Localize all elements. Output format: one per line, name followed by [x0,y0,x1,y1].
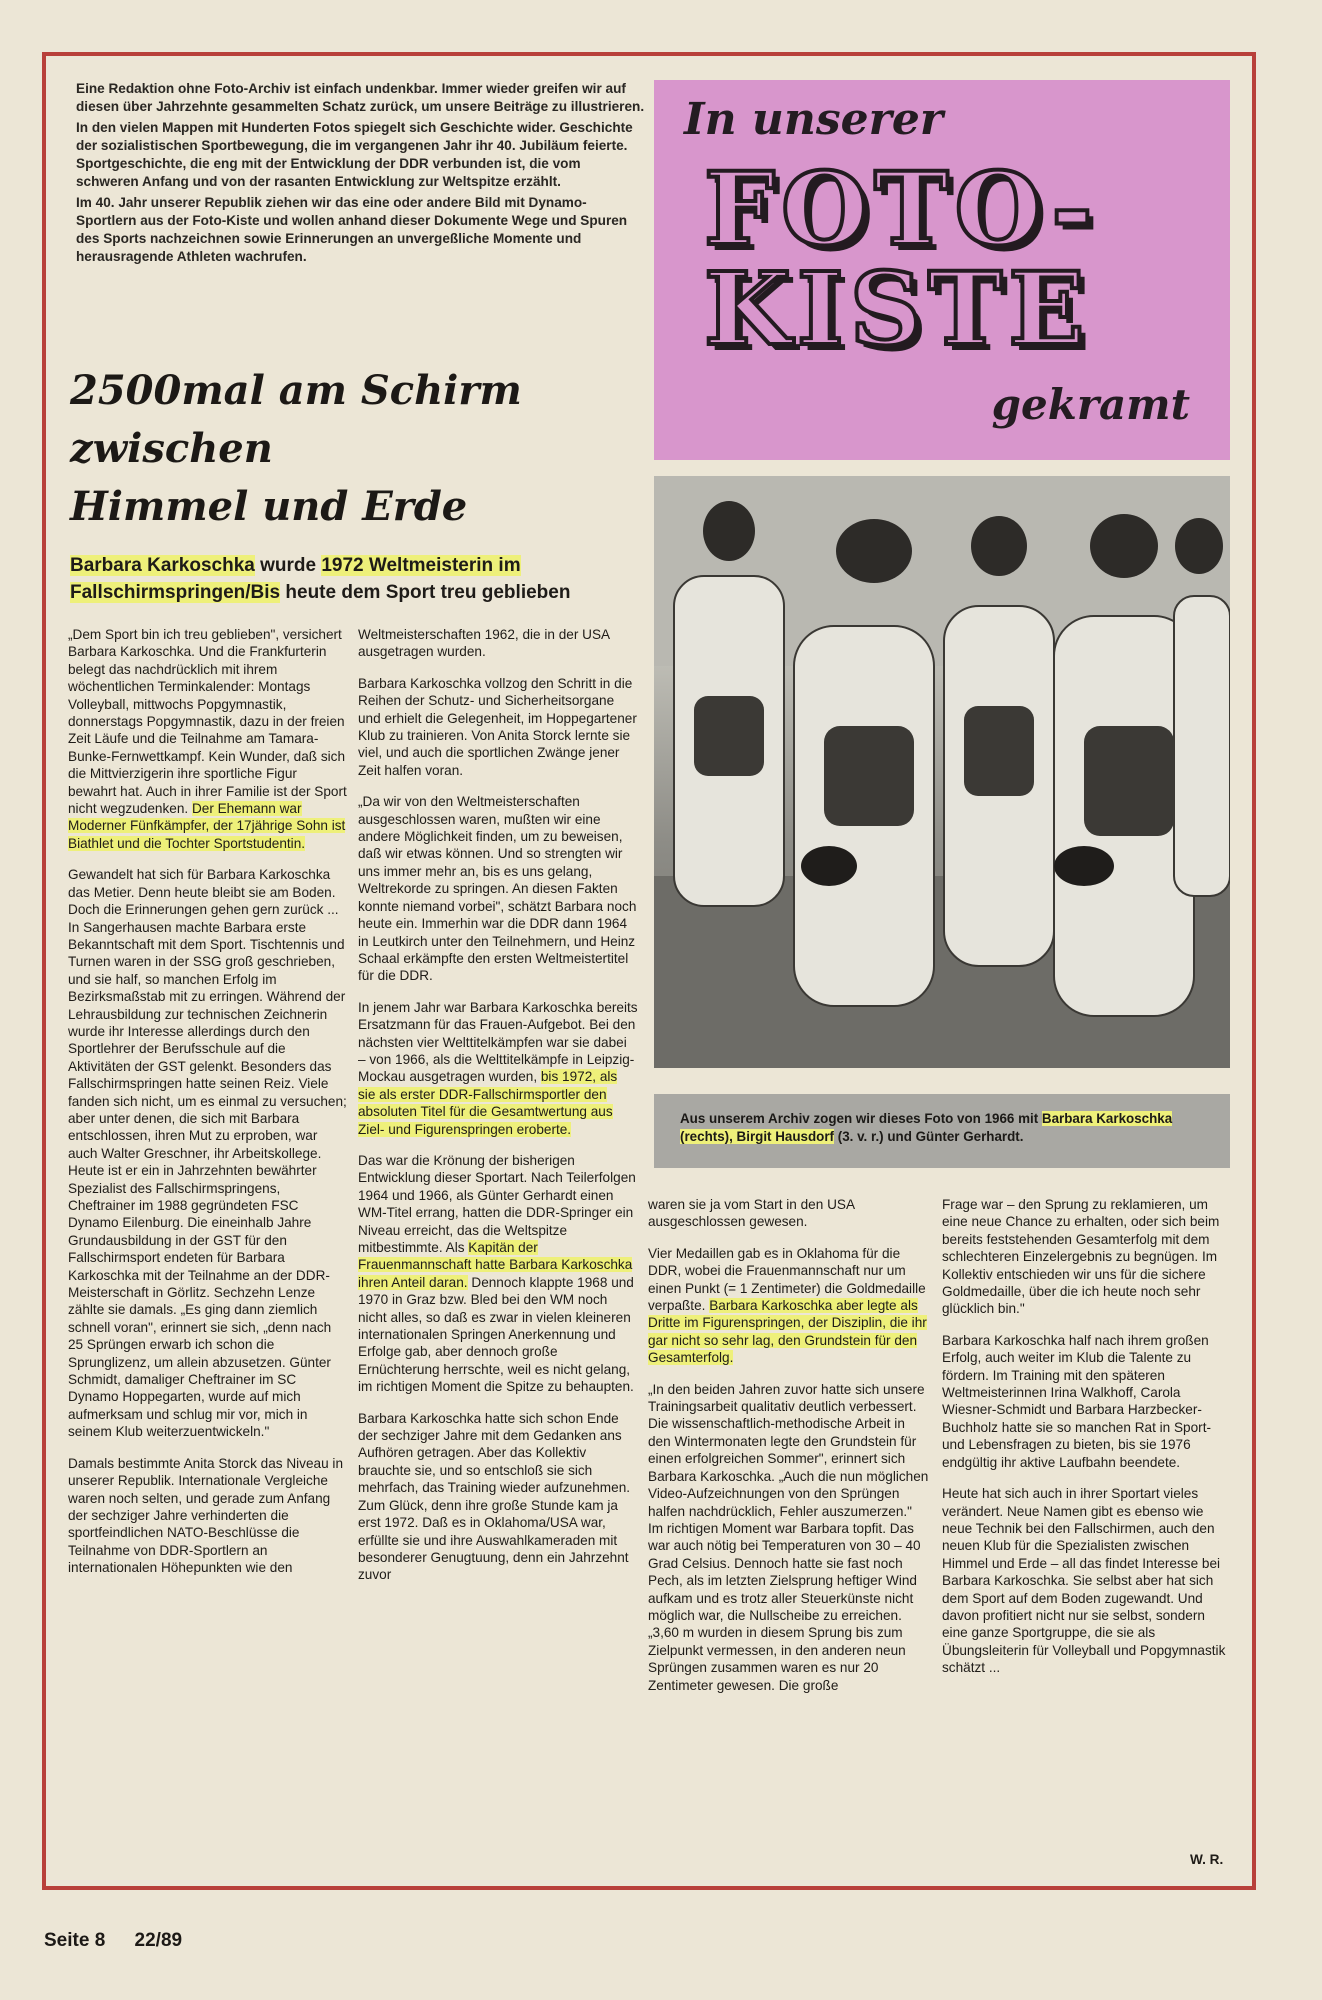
page-footer [44,1930,206,1952]
caption-text: (3. v. r.) und Günter Gerhardt. [834,1129,1024,1144]
promo-foto: FOTO- [704,150,1099,268]
article-column-1 [68,626,348,1591]
intro-paragraph: In den vielen Mappen mit Hunderten Fotos spiegelt sich Geschichte wider. Geschichte der sozialistischen Sportbewegung, die im vergangenen Jahr ihr 40. Jubiläum feierte. Sportgeschichte, die eng mit der Entwicklung der DDR verbunden ist, die vom schweren Anfang und von der rasanten Entwicklung zur Weltspitze erzählt. [76,120,633,189]
paragraph-text: Das war die Krönung der bisherigen Entwicklung dieser Sportart. Nach Teilerfolgen 1964 und 1966, als Günter Gerhardt einen WM-Titel errang, hatten die DDR-Springer ein Niveau erreicht, das die Weltspitze mitbestimmte. Als [358,1152,636,1255]
article-column-2 [358,626,638,1598]
paragraph-text: Vier Medaillen gab es in Oklahoma für die DDR, wobei die Frauenmannschaft nur um einen Punkt (= 1 Zentimeter) die Goldmedaille verpaßte. [648,1245,926,1314]
headline-line-3: Himmel und Erde [70,483,468,530]
headline-line-2: zwischen [70,425,273,472]
paragraph-text: „Dem Sport bin ich treu geblieben", versichert Barbara Karkoschka. Und die Frankfurterin belegt das nachdrücklich mit ihrem wöchentlichen Terminkalender: Montags Volleyball, mittwochs Popgymnastik, donnerstags Popgymnastik, dazu in der freien Zeit Läufe und die Teilnahme am Tamara-Bunke-Fernwettkampf. Kein Wunder, daß sich die Mittvierzigerin ihre sportliche Figur bewahrt hat. Auch in ihrer Familie ist der Sport nicht wegzudenken. [68,627,347,817]
promo-line-1: In unserer [684,94,943,145]
highlighted-text: Barbara Karkoschka aber legte als Dritte im Figurenspringen, der Disziplin, die ihr gar nicht so sehr lag, den Grundstein für den Gesamterfolg. [648,1298,927,1366]
intro-text [76,80,646,269]
subhead-highlight: 1972 Weltmeisterin im Fallschirmspringen/Bis [70,555,521,603]
paragraph: „Da wir von den Weltmeisterschaften ausgeschlossen waren, mußten wir eine andere Möglichkeit finden, um zu beweisen, daß wir etwas können. Und so strengten wir uns immer mehr an, bis es uns gelang, Weltrekorde zu springen. An diesen Fakten konnte niemand vorbei", schätzt Barbara noch heute ein. Immerhin war die DDR dann 1964 in Leutkirch unter den Teilnehmern, und Heinz Schaal erkämpfte den ersten Weltmeistertitel für die DDR. [358,794,637,984]
paragraph: Barbara Karkoschka hatte sich schon Ende der sechziger Jahre mit dem Gedanken ans Aufhören getragen. Aber das Kollektiv brauchte sie, und so entschloß sie sich mehrfach, das Training wieder aufzunehmen. Zum Glück, denn ihre große Stunde kam ja erst 1972. Daß es in Oklahoma/USA war, erfüllte sie und ihre Auswahlkameraden mit besonderer Genugtuung, denn ein Jahrzehnt zuvor [358,1410,631,1583]
paragraph: Barbara Karkoschka half nach ihrem großen Erfolg, auch weiter im Klub die Talente zu fördern. Im Training mit den späteren Weltmeisterinnen Irina Walkhoff, Carola Wiesner-Schmidt und Barbara Harzbecker-Buchholz hatte sie so manchen Rat in Sport- und Lebensfragen zu bieten, bis sie 1976 endgültig ihr aktive Laufbahn beendete. [942,1332,1212,1470]
photo-caption [654,1094,1230,1168]
paragraph: Gewandelt hat sich für Barbara Karkoschka das Metier. Denn heute bleibt sie am Boden. Doch die Erinnerungen gehen gern zurück ... In Sangerhausen machte Barbara erste Bekanntschaft mit dem Sport. Tischtennis und Turnen waren in der SSG groß geschrieben, und sie half, so manchen Erfolg im Bezirksmaßstab mit zu erringen. Während der Lehrausbildung zur technischen Zeichnerin wurde ihr Interesse allerdings durch den Sportlehrer der Berufsschule auf die Aktivitäten der GST gelenkt. Besonders das Fallschirmspringen hatte seinen Reiz. Viele fanden sich nicht, um es einmal zu versuchen; aber unter denen, die sich mit Barbara entschlossen, ihren Mut zu erproben, war auch Walter Greschner, ihr Arbeitskollege. Heute ist er ein in Jahrzehnten bewährter Spezialist des Fallschirmspringens, Cheftrainer im 1988 gegründeten FSC Dynamo Eilenburg. Die eineinhalb Jahre Grundausbildung in der GST für den Fallschirmsport endeten für Barbara Karkoschka mit der Teilnahme an der DDR-Meisterschaft in Görlitz. Sechzehn Lenze zählte sie damals. „Es ging dann ziemlich schnell voran", erinnert sie sich, „denn nach 25 Sprüngen erwarb ich schon die Sprunglizenz, um allein abzusetzen. Günter Schmidt, damaliger Cheftrainer im SC Dynamo Hoppegarten, wurde auf mich aufmerksam und schlug mir vor, mich in seinem Klub weiterzuentwickeln." [68,867,347,1440]
paragraph: Weltmeisterschaften 1962, die in der USA ausgetragen wurden. [358,627,610,660]
caption-text: Aus unserem Archiv zogen wir dieses Foto von 1966 mit [680,1111,1042,1126]
headline-line-1: 2500mal am Schirm [70,367,522,414]
caption-highlight: Barbara Karkoschka (rechts), Birgit Hausdorf [680,1111,1173,1144]
highlighted-text: bis 1972, als sie als erster DDR-Fallschirmsportler den absoluten Titel für die Gesamtwertung aus Ziel- und Figurenspringen eroberte. [358,1069,618,1137]
article-headline [70,362,630,536]
paragraph [648,1245,930,1367]
paragraph: Heute hat sich auch in ihrer Sportart vieles verändert. Neue Namen gibt es ebenso wie neue Technik bei den Fallschirmen, auch den neuen Klub für die Spezialisten zwischen Himmel und Erde – all das findet Interesse bei Barbara Karkoschka. Sie selbst aber hat sich dem Sport auf dem Boden zugewandt. Und davon profitiert nicht nur sie selbst, sondern eine ganze Sportgruppe, die sie als Übungsleiterin für Volleyball und Popgymnastik schätzt ... [942,1486,1226,1676]
paragraph: Damals bestimmte Anita Storck das Niveau in unserer Republik. Internationale Vergleiche waren noch selten, und gerade zum Anfang der sechziger Jahre verhinderten die sportfeindlichen NATO-Beschlüsse die Teilnahme von DDR-Sportlern an internationalen Höhepunkten wie den [68,1455,344,1576]
paragraph [358,1152,638,1396]
subhead-text: wurde [254,555,322,576]
article-subheadline [70,552,630,606]
paragraph [68,626,348,852]
paragraph-text: In jenem Jahr war Barbara Karkoschka bereits Ersatzmann für das Frauen-Aufgebot. Bei den nächsten vier Welttitelkämpfen war sie dabei – von 1966, als die Welttitelkämpfe in Leipzig-Mockau ausgetragen wurden, [358,999,638,1085]
paragraph-text: Dennoch klappte 1968 und 1970 in Graz bzw. Bled bei den WM noch nicht alles, so daß es zwar in vielen kleineren internationalen Springen Anerkennung und Erfolge gab, aber dennoch große Ernüchterung herrschte, weil es nicht gelang, im richtigen Moment die Spitze zu behaupten. [358,1274,634,1395]
author-signature: W. R. [1190,1852,1224,1867]
fotokiste-promo-box [654,80,1230,460]
highlighted-text: Der Ehemann war Moderner Fünfkämpfer, der 17jährige Sohn ist Biathlet und die Tochter Sportstudentin. [68,801,346,851]
parachutists-photo-illustration [654,476,1230,1068]
article-column-4 [942,1196,1232,1691]
paragraph [358,999,638,1138]
subhead-text: heute dem Sport treu geblieben [280,582,571,603]
page-number: Seite 8 [44,1930,106,1951]
subhead-highlight: Barbara Karkoschka [70,555,255,576]
paragraph: Frage war – den Sprung zu reklamieren, um eine neue Chance zu erhalten, oder sich beim bereits feststehenden Gesamterfolg mit dem schlechteren Einzelergebnis zu begnügen. Im Kollektiv entschieden wir uns für die sichere Goldmedaille, über die ich heute noch sehr glücklich bin." [942,1197,1220,1317]
promo-kiste: KISTE [704,250,1091,368]
archive-photo [654,476,1230,1068]
issue-number: 22/89 [134,1930,183,1951]
paragraph: waren sie ja vom Start in den USA ausgeschlossen gewesen. [648,1197,855,1230]
highlighted-text: Kapitän der Frauenmannschaft hatte Barbara Karkoschka ihren Anteil daran. [358,1240,633,1290]
paragraph: „In den beiden Jahren zuvor hatte sich unsere Trainingsarbeit qualitativ deutlich verbessert. Die wissenschaftlich-methodische Arbeit in den Wintermonaten legte den Grundstein für einen erfolgreichen Sommer", erinnert sich Barbara Karkoschka. „Auch die nun möglichen Video-Aufzeichnungen von den Sprüngen halfen nachdrücklich, Fehler auszumerzen." Im richtigen Moment war Barbara topfit. Das war auch nötig bei Temperaturen von 30 – 40 Grad Celsius. Dennoch hatte sie fast noch Pech, als im letzten Zielsprung heftiger Wind aufkam und es trotz aller Steuerkünste nicht möglich war, die Nullscheibe zu erreichen. „3,60 m wurden in diesem Sprung bis zum Zielpunkt vermessen, in den anderen neun Sprüngen zusammen waren es nur 20 Zentimeter gewesen. Die große [648,1381,929,1693]
paragraph: Barbara Karkoschka vollzog den Schritt in die Reihen der Schutz- und Sicherheitsorgane und erhielt die Gelegenheit, im Hoppegartener Klub zu trainieren. Von Anita Storck lernte sie viel, und auch die sportlichen Zwänge jener Zeit halfen voran. [358,675,637,778]
article-column-3 [648,1196,930,1708]
promo-line-4: gekramt [991,380,1190,429]
intro-paragraph: Eine Redaktion ohne Foto-Archiv ist einfach undenkbar. Immer wieder greifen wir auf diesen über Jahrzehnte gesammelten Schatz zurück, um unsere Beiträge zu illustrieren. [76,81,645,114]
intro-paragraph: Im 40. Jahr unserer Republik ziehen wir das eine oder andere Bild mit Dynamo-Sportlern aus der Foto-Kiste und wollen anhand dieser Dokumente Wege und Spuren des Sports nachzeichnen sowie Erinnerungen an unvergeßliche Momente und herausragende Athleten wachrufen. [76,195,628,264]
